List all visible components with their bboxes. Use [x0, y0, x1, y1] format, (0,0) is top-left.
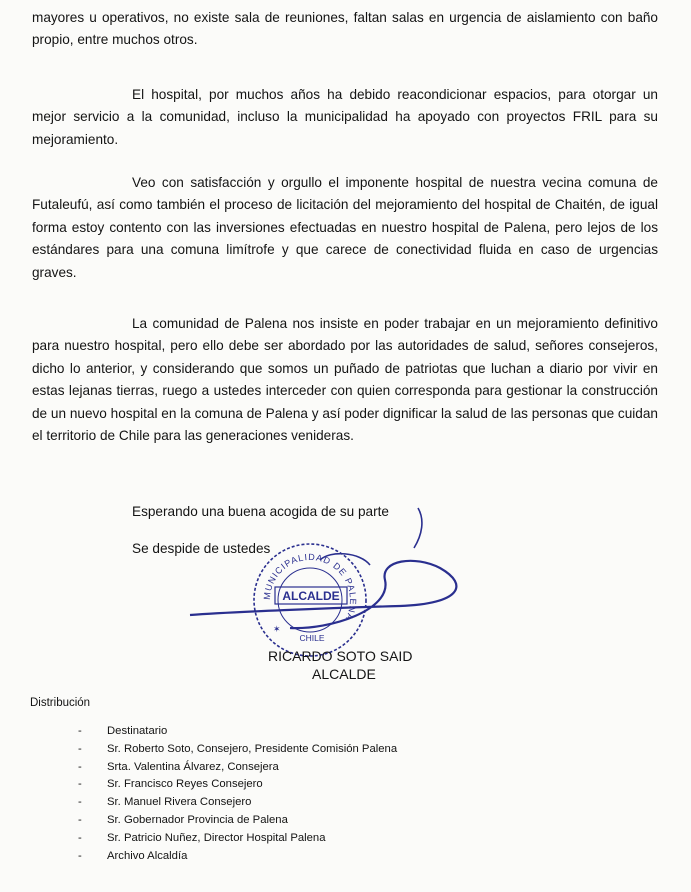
official-stamp — [170, 520, 470, 660]
signature-stroke — [414, 508, 422, 548]
letter-paragraph: Veo con satisfacción y orgullo el imponente hospital de nuestra vecina comuna de Futaleufú, así como también el proceso de licitación del mejoramiento del hospital de Chaitén, de igual forma estoy contento con las inversiones efectuadas en nuestro hospital de Palena, pero lejos de los estándares para una comuna limítrofe y que carece de conectividad fluida en caso de urgencias graves. — [32, 175, 658, 280]
stamp-center-text: ALCALDE — [282, 589, 340, 603]
stamp-bottom-text: CHILE — [299, 633, 325, 643]
bullet-dash-icon: - — [78, 742, 82, 755]
signer-title: ALCALDE — [312, 666, 376, 682]
stamp-ring-text: MUNICIPALIDAD DE PALENA — [261, 551, 359, 623]
letter-paragraph: La comunidad de Palena nos insiste en poder trabajar en un mejoramiento definitivo para nuestro hospital, pero ello debe ser abordado por las autoridades de salud, señores consejeros, dicho lo anterior, y considerando que somos un puñado de patriotas que luchan a diario por vivir en estas lejanas tierras, ruego a ustedes interceder con quien corresponda para gestionar la construcción de un nuevo hospital en la comuna de Palena y así poder dignificar la salud de las personas que cuidan el territorio de Chile para las generaciones venideras. — [32, 316, 658, 444]
letter-page: mayores u operativos, no existe sala de reuniones, faltan salas en urgencia de aislamiento con baño propio, entre muchos otros. El hospital, por muchos años ha debido reacondicionar espacios, para otorgar un mejor servicio a la comunidad, incluso la municipalidad ha apoyado con proyectos FRIL para su mejoramiento. Veo con satisfacción y orgullo el imponente hospital de nuestra vecina comuna de Futaleufú, así como también el proceso de licitación del mejoramiento del hospital de Chaitén, de igual forma estoy contento con las inversiones efectuadas en nuestro hospital de Palena, pero lejos de los estándares para una comuna limítrofe y que carece de conectividad fluida en caso de urgencias graves. La comunidad de Palena nos insiste en poder trabajar en un mejoramiento definitivo para nuestro hospital, pero ello debe ser abordado por las autoridades de salud, señores consejeros, dicho lo anterior, y considerando que somos un puñado de patriotas que luchan a diario por vivir en estas lejanas tierras, ruego a ustedes interceder con quien corresponda para gestionar la construcción de un nuevo hospital en la comuna de Palena y así poder dignificar la salud de las personas que cuidan el territorio de Chile para las generaciones venideras. Esperando una buena acogida de su parte Se despide de ustedes MUNICIPALIDAD DE PALENA ALCALDE CHILE ✶ RICARDO SOTO SAID ALCALDE Distribución - Destinatario - Sr. Roberto Soto, Consejero, Presidente Comisión Palena - Srta. Valentina Álvarez, Consejera - Sr. Francisco Reyes Consejero - Sr. Manuel Rivera Consejero - Sr. Gobernador Provincia de Palena - Sr. Patricio Nuñez, Director Hospital Palena - Archivo Alcaldía — [0, 0, 691, 892]
bullet-dash-icon: - — [78, 849, 82, 862]
bullet-dash-icon: - — [78, 813, 82, 826]
star-icon: ✶ — [273, 624, 281, 634]
bullet-dash-icon: - — [78, 760, 82, 773]
distribution-title: Distribución — [30, 697, 91, 709]
bullet-dash-icon: - — [78, 778, 82, 791]
signer-name: RICARDO SOTO SAID — [268, 648, 413, 664]
farewell-line: Se despide de ustedes — [132, 541, 271, 556]
bullet-dash-icon: - — [78, 725, 82, 737]
bullet-dash-icon: - — [78, 796, 82, 809]
letter-paragraph: El hospital, por muchos años ha debido reacondicionar espacios, para otorgar un mejor servicio a la comunidad, incluso la municipalidad ha apoyado con proyectos FRIL para su mejoramiento. — [32, 87, 658, 147]
letter-paragraph: mayores u operativos, no existe sala de reuniones, faltan salas en urgencia de aislamiento con baño propio, entre muchos otros. — [32, 10, 658, 48]
closing-line: Esperando una buena acogida de su parte — [132, 504, 389, 519]
bullet-dash-icon: - — [78, 831, 82, 844]
